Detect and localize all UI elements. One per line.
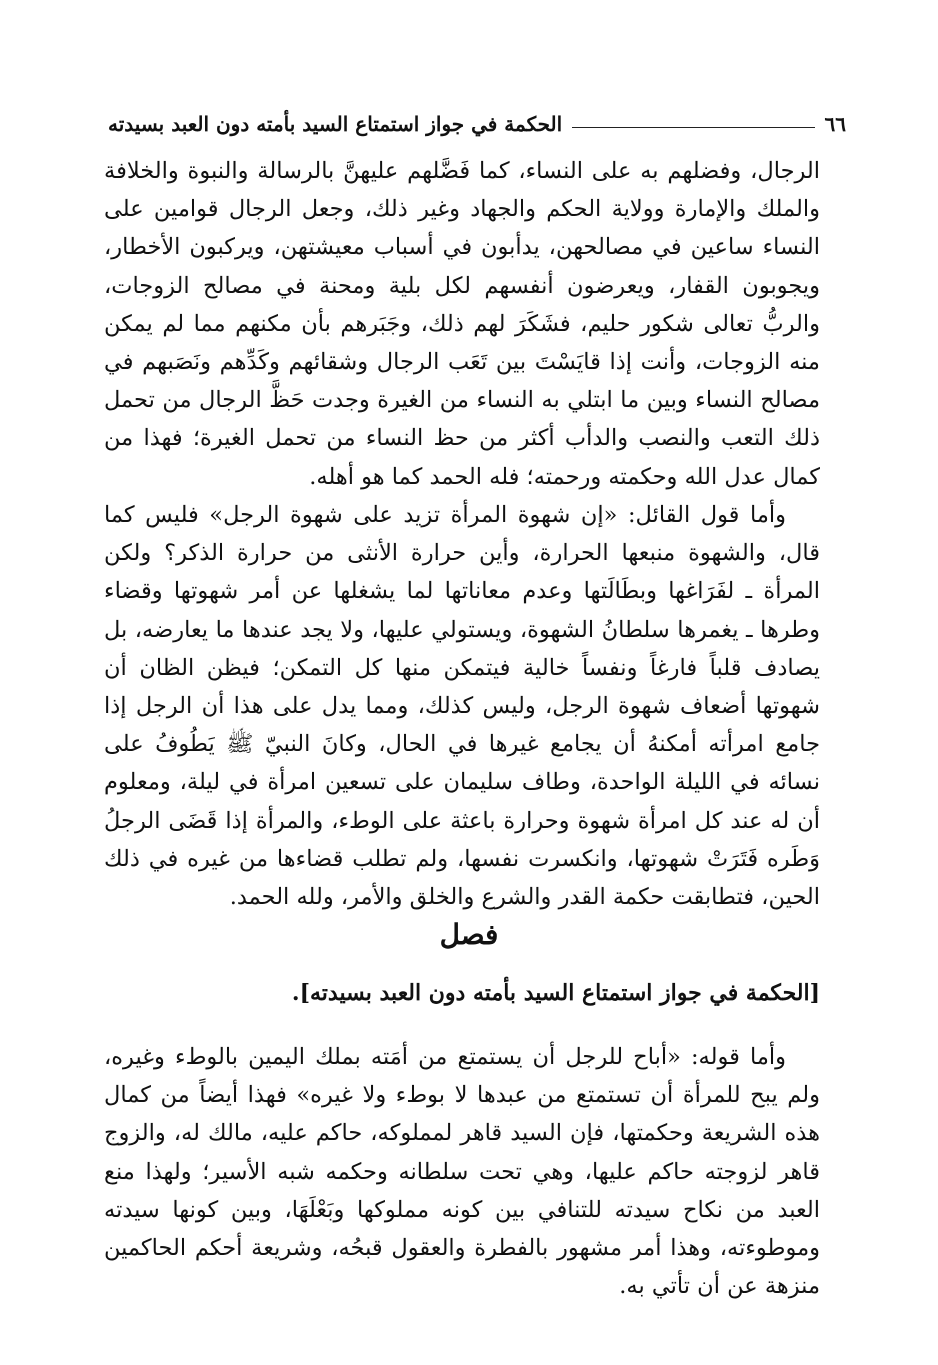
paragraph-3: وأما قوله: «أباح للرجل أن يستمتع من أمَته بملك اليمين بالوطء وغيره، ولم يبح للمرأة أن تستمتع من عبدها لا بوطء ولا غيره» فهذا أيضاً من كمال هذه الشريعة وحكمتها، فإن السيد قاهر لمملوكه، حاكم عليه، مالك له، والزوج قاهر لزوجته حاكم عليها، وهي تحت سلطانه وحكمه شبه الأسير؛ ولهذا منع العبد من نكاح سيدته للتنافي بين كونه مملوكها وبَعْلَهَا، وبين كونها سيدته وموطوءته، وهذا أمر مشهور بالفطرة والعقول قبحُه، وشريعة أحكم الحاكمين منزهة عن أن تأتي به. bbox=[104, 1044, 820, 1300]
page-header bbox=[108, 92, 846, 136]
paragraph-2: وأما قول القائل: «إن شهوة المرأة تزيد على شهوة الرجل» فليس كما قال، والشهوة منبعها الحرارة، وأين حرارة الأنثى من حرارة الذكر؟ ولكن المرأة ـ لفَرَاغها وبطَالَتها وعدم معاناتها لما يشغلها عن أمر شهوتها وقضاء وطرها ـ يغمرها سلطانُ الشهوة، ويستولي عليها، ولا يجد عندها ما يعارضه، بل يصادف قلباً فارغاً ونفساً خالية فيتمكن منها كل التمكن؛ فيظن الظان أن شهوتها أضعاف شهوة الرجل، وليس كذلك، ومما يدل على هذا أن الرجل إذا جامع امرأته أمكنهُ أن يجامع غيرها في الحال، وكانَ النبيّ ﷺ يَطُوفُ على نسائه في الليلة الواحدة، وطاف سليمان على تسعين امرأة في ليلة، ومعلوم أن له عند كل امرأة شهوة وحرارة باعثة على الوطء، والمرأة إذا قَضَى الرجلُ وَطَره فَتَرَتْ شهوتها، وانكسرت نفسها، ولم تطلب قضاءها من غيره في ذلك الحين، فتطابقت حكمة القدر والشرع والخلق والأمر، ولله الحمد. bbox=[104, 502, 820, 911]
paragraph-1: الرجال، وفضلهم به على النساء، كما فَضَّلهم عليهنَّ بالرسالة والنبوة والخلافة والملك والإمارة وولاية الحكم والجهاد وغير ذلك، وجعل الرجال قوامين على النساء ساعين في مصالحهن، يدأبون في أسباب معيشتهن، ويركبون الأخطار، ويجوبون القفار، ويعرضون أنفسهم لكل بلية ومحنة في مصالح الزوجات، والربُّ تعالى شكور حليم، فشَكَرَ لهم ذلك، وجَبَرهم بأن مكنهم مما لم يمكن منه الزوجات، وأنت إذا قايَسْتَ بين تَعَب الرجال وشقائهم وكَدِّهم ونَصَبهم في مصالح النساء وبين ما ابتلي به النساء من الغيرة وجدت حَظَّ الرجال من تحمل ذلك التعب والنصب والدأب أكثر من حظ النساء من تحمل الغيرة؛ فهذا من كمال عدل الله وحكمته ورحمته؛ فله الحمد كما هو أهله. bbox=[104, 158, 820, 490]
paragraph-block-2 bbox=[104, 496, 820, 916]
paragraph-block-3 bbox=[104, 1038, 820, 1305]
running-title: الحكمة في جواز استمتاع السيد بأمته دون العبد بسيدته bbox=[108, 112, 563, 136]
paragraph-block-1 bbox=[104, 152, 820, 496]
section-subtitle: [الحكمة في جواز استمتاع السيد بأمته دون العبد بسيدته]. bbox=[291, 980, 820, 1006]
page-number: ٦٦ bbox=[824, 112, 846, 136]
section-label: فصل bbox=[439, 918, 499, 951]
header-rule bbox=[572, 127, 814, 128]
